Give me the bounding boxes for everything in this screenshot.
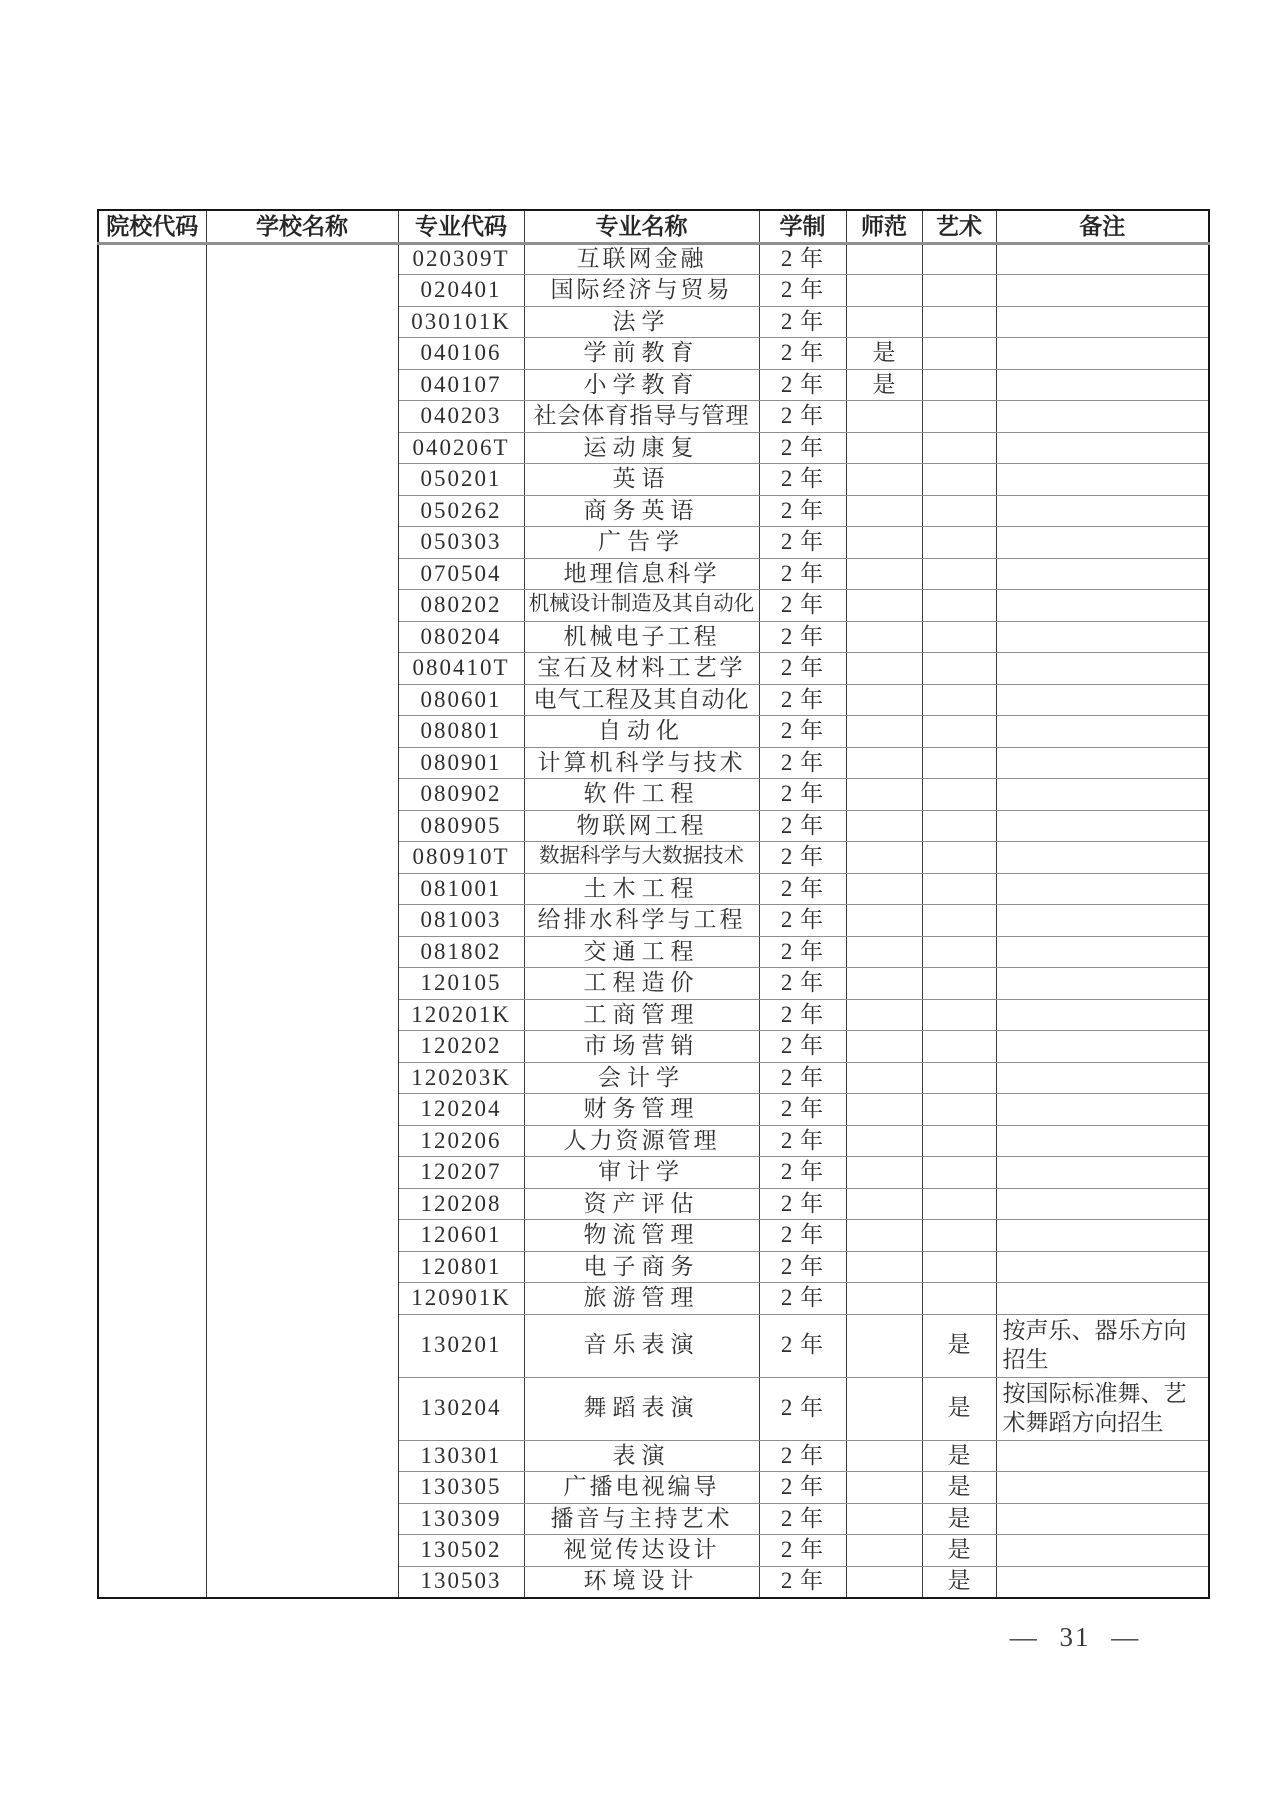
remark-cell [996, 1535, 1209, 1567]
art-flag-cell [922, 464, 996, 496]
duration-cell: 2 年 [759, 1188, 846, 1220]
major-code-cell: 080202 [398, 590, 524, 622]
major-code-cell: 080801 [398, 716, 524, 748]
institution-code-cell [98, 243, 206, 1598]
major-name-cell: 工商管理 [524, 999, 759, 1031]
remark-cell [996, 1472, 1209, 1504]
page-number: — 31 — [1009, 1622, 1141, 1652]
remark-cell [996, 653, 1209, 685]
major-code-cell: 120203K [398, 1062, 524, 1094]
major-name-cell: 音乐表演 [524, 1314, 759, 1377]
remark-cell [996, 968, 1209, 1000]
major-name-cell: 市场营销 [524, 1031, 759, 1063]
art-flag-cell [922, 1031, 996, 1063]
remark-cell [996, 1188, 1209, 1220]
major-name-cell: 自动化 [524, 716, 759, 748]
table-row [98, 243, 1209, 275]
major-name-cell: 物联网工程 [524, 810, 759, 842]
remark-cell [996, 1094, 1209, 1126]
normal-flag-cell [846, 1251, 922, 1283]
major-code-cell: 130204 [398, 1377, 524, 1440]
remark-cell [996, 1031, 1209, 1063]
major-name-cell: 土木工程 [524, 873, 759, 905]
normal-flag-cell [846, 810, 922, 842]
art-flag-cell [922, 495, 996, 527]
major-code-cell: 080601 [398, 684, 524, 716]
duration-cell: 2 年 [759, 495, 846, 527]
duration-cell: 2 年 [759, 464, 846, 496]
normal-flag-cell [846, 401, 922, 433]
major-name-cell: 社会体育指导与管理 [524, 401, 759, 433]
major-name-cell: 资产评估 [524, 1188, 759, 1220]
duration-cell: 2 年 [759, 1125, 846, 1157]
duration-cell: 2 年 [759, 1503, 846, 1535]
art-flag-cell [922, 432, 996, 464]
art-flag-cell: 是 [922, 1440, 996, 1472]
art-flag-cell: 是 [922, 1377, 996, 1440]
col-header-major-code: 专业代码 [398, 210, 524, 243]
major-code-cell: 080905 [398, 810, 524, 842]
duration-cell: 2 年 [759, 558, 846, 590]
remark-cell [996, 747, 1209, 779]
major-name-cell: 舞蹈表演 [524, 1377, 759, 1440]
major-code-cell: 040106 [398, 338, 524, 370]
remark-cell [996, 684, 1209, 716]
major-name-cell: 交通工程 [524, 936, 759, 968]
art-flag-cell [922, 653, 996, 685]
remark-cell [996, 243, 1209, 275]
major-code-cell: 081001 [398, 873, 524, 905]
remark-cell [996, 369, 1209, 401]
normal-flag-cell [846, 1472, 922, 1504]
art-flag-cell [922, 810, 996, 842]
major-name-cell: 法学 [524, 306, 759, 338]
duration-cell: 2 年 [759, 653, 846, 685]
remark-cell [996, 306, 1209, 338]
remark-cell [996, 999, 1209, 1031]
normal-flag-cell [846, 558, 922, 590]
major-name-cell: 小学教育 [524, 369, 759, 401]
normal-flag-cell [846, 495, 922, 527]
duration-cell: 2 年 [759, 779, 846, 811]
duration-cell: 2 年 [759, 810, 846, 842]
major-name-cell: 播音与主持艺术 [524, 1503, 759, 1535]
duration-cell: 2 年 [759, 527, 846, 559]
duration-cell: 2 年 [759, 716, 846, 748]
major-name-cell: 运动康复 [524, 432, 759, 464]
major-code-cell: 120201K [398, 999, 524, 1031]
remark-cell [996, 1220, 1209, 1252]
major-code-cell: 050303 [398, 527, 524, 559]
major-code-cell: 080204 [398, 621, 524, 653]
major-name-cell: 国际经济与贸易 [524, 275, 759, 307]
duration-cell: 2 年 [759, 338, 846, 370]
major-name-cell: 人力资源管理 [524, 1125, 759, 1157]
duration-cell: 2 年 [759, 999, 846, 1031]
major-code-cell: 120208 [398, 1188, 524, 1220]
normal-flag-cell [846, 1314, 922, 1377]
major-name-cell: 机械电子工程 [524, 621, 759, 653]
duration-cell: 2 年 [759, 590, 846, 622]
normal-flag-cell [846, 1283, 922, 1315]
remark-cell [996, 716, 1209, 748]
duration-cell: 2 年 [759, 1377, 846, 1440]
duration-cell: 2 年 [759, 275, 846, 307]
art-flag-cell [922, 621, 996, 653]
major-name-cell: 广播电视编导 [524, 1472, 759, 1504]
major-name-cell: 商务英语 [524, 495, 759, 527]
art-flag-cell: 是 [922, 1472, 996, 1504]
major-code-cell: 081003 [398, 905, 524, 937]
major-name-cell: 工程造价 [524, 968, 759, 1000]
major-name-cell: 会计学 [524, 1062, 759, 1094]
normal-flag-cell [846, 1503, 922, 1535]
remark-cell [996, 873, 1209, 905]
art-flag-cell [922, 842, 996, 874]
art-flag-cell [922, 747, 996, 779]
major-code-cell: 120206 [398, 1125, 524, 1157]
major-code-cell: 050201 [398, 464, 524, 496]
art-flag-cell [922, 1157, 996, 1189]
art-flag-cell [922, 369, 996, 401]
major-name-cell: 审计学 [524, 1157, 759, 1189]
normal-flag-cell [846, 1566, 922, 1598]
normal-flag-cell [846, 1220, 922, 1252]
major-code-cell: 020309T [398, 243, 524, 275]
art-flag-cell [922, 684, 996, 716]
major-name-cell: 旅游管理 [524, 1283, 759, 1315]
major-code-cell: 030101K [398, 306, 524, 338]
normal-flag-cell [846, 1377, 922, 1440]
normal-flag-cell [846, 842, 922, 874]
major-code-cell: 130301 [398, 1440, 524, 1472]
col-header-remark: 备注 [996, 210, 1209, 243]
remark-cell [996, 1157, 1209, 1189]
remark-cell [996, 1566, 1209, 1598]
col-header-major-name: 专业名称 [524, 210, 759, 243]
duration-cell: 2 年 [759, 842, 846, 874]
duration-cell: 2 年 [759, 1157, 846, 1189]
duration-cell: 2 年 [759, 1314, 846, 1377]
art-flag-cell: 是 [922, 1314, 996, 1377]
remark-cell: 按声乐、器乐方向招生 [996, 1314, 1209, 1377]
remark-cell [996, 936, 1209, 968]
major-name-cell: 物流管理 [524, 1220, 759, 1252]
normal-flag-cell [846, 653, 922, 685]
major-name-cell: 计算机科学与技术 [524, 747, 759, 779]
remark-cell [996, 401, 1209, 433]
art-flag-cell [922, 1062, 996, 1094]
major-code-cell: 120601 [398, 1220, 524, 1252]
normal-flag-cell [846, 936, 922, 968]
duration-cell: 2 年 [759, 1220, 846, 1252]
major-name-cell: 互联网金融 [524, 243, 759, 275]
art-flag-cell [922, 1220, 996, 1252]
duration-cell: 2 年 [759, 1535, 846, 1567]
normal-flag-cell [846, 275, 922, 307]
normal-flag-cell [846, 243, 922, 275]
major-code-cell: 080901 [398, 747, 524, 779]
art-flag-cell [922, 716, 996, 748]
art-flag-cell [922, 1125, 996, 1157]
art-flag-cell [922, 1094, 996, 1126]
remark-cell [996, 1283, 1209, 1315]
remark-cell [996, 1125, 1209, 1157]
major-name-cell: 财务管理 [524, 1094, 759, 1126]
major-code-cell: 070504 [398, 558, 524, 590]
remark-cell [996, 1503, 1209, 1535]
major-code-cell: 050262 [398, 495, 524, 527]
art-flag-cell [922, 936, 996, 968]
normal-flag-cell [846, 306, 922, 338]
col-header-normal: 师范 [846, 210, 922, 243]
art-flag-cell [922, 401, 996, 433]
duration-cell: 2 年 [759, 1094, 846, 1126]
duration-cell: 2 年 [759, 369, 846, 401]
remark-cell [996, 558, 1209, 590]
remark-cell [996, 590, 1209, 622]
major-name-cell: 地理信息科学 [524, 558, 759, 590]
remark-cell [996, 1440, 1209, 1472]
major-code-cell: 020401 [398, 275, 524, 307]
remark-cell [996, 275, 1209, 307]
art-flag-cell [922, 558, 996, 590]
duration-cell: 2 年 [759, 1062, 846, 1094]
normal-flag-cell [846, 590, 922, 622]
major-name-cell: 广告学 [524, 527, 759, 559]
normal-flag-cell [846, 747, 922, 779]
major-code-cell: 080410T [398, 653, 524, 685]
normal-flag-cell [846, 432, 922, 464]
remark-cell [996, 1062, 1209, 1094]
normal-flag-cell [846, 464, 922, 496]
major-code-cell: 080910T [398, 842, 524, 874]
col-header-institution-code: 院校代码 [98, 210, 206, 243]
normal-flag-cell [846, 1440, 922, 1472]
art-flag-cell [922, 779, 996, 811]
normal-flag-cell [846, 1157, 922, 1189]
remark-cell [996, 432, 1209, 464]
major-code-cell: 130201 [398, 1314, 524, 1377]
duration-cell: 2 年 [759, 621, 846, 653]
art-flag-cell [922, 590, 996, 622]
normal-flag-cell [846, 1094, 922, 1126]
major-code-cell: 130502 [398, 1535, 524, 1567]
major-name-cell: 环境设计 [524, 1566, 759, 1598]
duration-cell: 2 年 [759, 747, 846, 779]
major-code-cell: 081802 [398, 936, 524, 968]
major-name-cell: 英语 [524, 464, 759, 496]
art-flag-cell [922, 275, 996, 307]
art-flag-cell: 是 [922, 1566, 996, 1598]
art-flag-cell: 是 [922, 1503, 996, 1535]
duration-cell: 2 年 [759, 684, 846, 716]
major-code-cell: 080902 [398, 779, 524, 811]
remark-cell [996, 621, 1209, 653]
duration-cell: 2 年 [759, 1566, 846, 1598]
normal-flag-cell [846, 999, 922, 1031]
major-name-cell: 学前教育 [524, 338, 759, 370]
duration-cell: 2 年 [759, 1472, 846, 1504]
duration-cell: 2 年 [759, 1251, 846, 1283]
normal-flag-cell: 是 [846, 369, 922, 401]
normal-flag-cell [846, 779, 922, 811]
duration-cell: 2 年 [759, 936, 846, 968]
remark-cell [996, 495, 1209, 527]
art-flag-cell [922, 905, 996, 937]
normal-flag-cell [846, 684, 922, 716]
duration-cell: 2 年 [759, 905, 846, 937]
normal-flag-cell: 是 [846, 338, 922, 370]
art-flag-cell [922, 527, 996, 559]
major-code-cell: 040203 [398, 401, 524, 433]
normal-flag-cell [846, 1062, 922, 1094]
institution-name-cell [206, 243, 398, 1598]
major-code-cell: 040107 [398, 369, 524, 401]
art-flag-cell: 是 [922, 1535, 996, 1567]
normal-flag-cell [846, 621, 922, 653]
major-name-cell: 机械设计制造及其自动化 [524, 590, 759, 622]
art-flag-cell [922, 1283, 996, 1315]
remark-cell [996, 464, 1209, 496]
remark-cell: 按国际标准舞、艺术舞蹈方向招生 [996, 1377, 1209, 1440]
normal-flag-cell [846, 1188, 922, 1220]
duration-cell: 2 年 [759, 1283, 846, 1315]
table-body [98, 243, 1209, 1598]
major-code-cell: 120202 [398, 1031, 524, 1063]
normal-flag-cell [846, 905, 922, 937]
normal-flag-cell [846, 527, 922, 559]
normal-flag-cell [846, 1535, 922, 1567]
duration-cell: 2 年 [759, 1440, 846, 1472]
major-name-cell: 软件工程 [524, 779, 759, 811]
normal-flag-cell [846, 716, 922, 748]
major-name-cell: 视觉传达设计 [524, 1535, 759, 1567]
major-name-cell: 电子商务 [524, 1251, 759, 1283]
major-code-cell: 120801 [398, 1251, 524, 1283]
duration-cell: 2 年 [759, 873, 846, 905]
remark-cell [996, 810, 1209, 842]
duration-cell: 2 年 [759, 1031, 846, 1063]
major-code-cell: 040206T [398, 432, 524, 464]
remark-cell [996, 842, 1209, 874]
remark-cell [996, 527, 1209, 559]
art-flag-cell [922, 243, 996, 275]
duration-cell: 2 年 [759, 968, 846, 1000]
major-name-cell: 给排水科学与工程 [524, 905, 759, 937]
col-header-art: 艺术 [922, 210, 996, 243]
remark-cell [996, 779, 1209, 811]
col-header-school-name: 学校名称 [206, 210, 398, 243]
major-code-cell: 130309 [398, 1503, 524, 1535]
normal-flag-cell [846, 968, 922, 1000]
major-code-cell: 130305 [398, 1472, 524, 1504]
major-code-cell: 120901K [398, 1283, 524, 1315]
duration-cell: 2 年 [759, 432, 846, 464]
major-code-cell: 120204 [398, 1094, 524, 1126]
normal-flag-cell [846, 1125, 922, 1157]
duration-cell: 2 年 [759, 306, 846, 338]
art-flag-cell [922, 338, 996, 370]
art-flag-cell [922, 1188, 996, 1220]
table-header-row [98, 210, 1209, 243]
remark-cell [996, 1251, 1209, 1283]
duration-cell: 2 年 [759, 401, 846, 433]
major-code-cell: 120207 [398, 1157, 524, 1189]
majors-table [97, 209, 1210, 1599]
remark-cell [996, 338, 1209, 370]
normal-flag-cell [846, 1031, 922, 1063]
art-flag-cell [922, 999, 996, 1031]
major-name-cell: 电气工程及其自动化 [524, 684, 759, 716]
art-flag-cell [922, 1251, 996, 1283]
major-code-cell: 120105 [398, 968, 524, 1000]
art-flag-cell [922, 873, 996, 905]
col-header-duration: 学制 [759, 210, 846, 243]
major-code-cell: 130503 [398, 1566, 524, 1598]
major-name-cell: 宝石及材料工艺学 [524, 653, 759, 685]
remark-cell [996, 905, 1209, 937]
major-name-cell: 数据科学与大数据技术 [524, 842, 759, 874]
normal-flag-cell [846, 873, 922, 905]
major-name-cell: 表演 [524, 1440, 759, 1472]
art-flag-cell [922, 968, 996, 1000]
art-flag-cell [922, 306, 996, 338]
duration-cell: 2 年 [759, 243, 846, 275]
